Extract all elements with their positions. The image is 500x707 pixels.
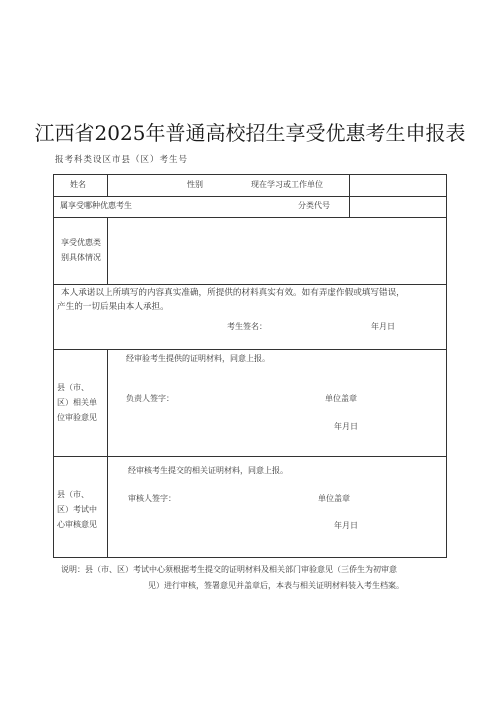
reviewer-signature-label: 审核人签字： (128, 494, 176, 503)
gender-field[interactable] (210, 175, 248, 196)
county-unit-seal: 单位盖章 (325, 394, 357, 403)
pledge-date: 年月日 (371, 322, 395, 331)
exam-center-seal: 单位盖章 (318, 494, 350, 503)
county-unit-label-line1: 县（市、 (57, 383, 89, 392)
preferential-type-label: 属享受哪种优惠考生 (60, 201, 132, 210)
preferential-details-field[interactable] (108, 218, 446, 284)
category-code-label: 分类代号 (298, 201, 330, 210)
name-field[interactable] (108, 175, 178, 196)
exam-center-date: 年月日 (334, 521, 358, 530)
category-code-field[interactable] (350, 197, 446, 217)
exam-center-label-line2: 区）考试中 (57, 505, 97, 514)
preferential-details-label-line1: 享受优惠类 (61, 238, 101, 247)
responsible-signature-label: 负责人签字： (126, 394, 174, 403)
work-unit-label: 现在学习或工作单位 (251, 180, 323, 189)
gender-label: 性别 (187, 180, 203, 189)
name-label: 姓名 (70, 180, 86, 189)
exam-center-verified-text: 经审核考生提交的相关证明材料，同意上报。 (128, 466, 288, 475)
county-unit-verified-text: 经审验考生提供的证明材料，同意上报。 (126, 354, 270, 363)
form-subheader: 报考科类设区市县（区）考生号 (55, 155, 189, 165)
work-unit-field[interactable] (350, 175, 446, 196)
pledge-text-line1: 本人承诺以上所填写的内容真实准确，所提供的材料真实有效。如有弄虚作假或填写错误， (61, 288, 405, 298)
student-signature-label: 考生签名： (227, 322, 267, 331)
county-unit-label-line2: 区）相关单 (57, 398, 97, 407)
exam-center-label-line3: 心审核意见 (57, 520, 97, 529)
page-title: 江西省2025年普通高校招生享受优惠考生申报表 (34, 121, 466, 145)
county-unit-date: 年月日 (334, 422, 358, 431)
footnote-line2: 见）进行审核，签署意见并盖章后，本表与相关证明材料装入考生档案。 (148, 581, 404, 590)
preferential-details-label-line2: 别具体情况 (61, 253, 101, 262)
exam-center-label-line1: 县（市、 (57, 490, 89, 499)
pledge-text-line2: 产生的一切后果由本人承担。 (57, 302, 169, 312)
footnote-line1: 说明：县（市、区）考试中心须根据考生提交的证明材料及相关部门审验意见（三侨生为初审意 (61, 565, 397, 574)
county-unit-label-line3: 位审验意见 (57, 413, 97, 422)
